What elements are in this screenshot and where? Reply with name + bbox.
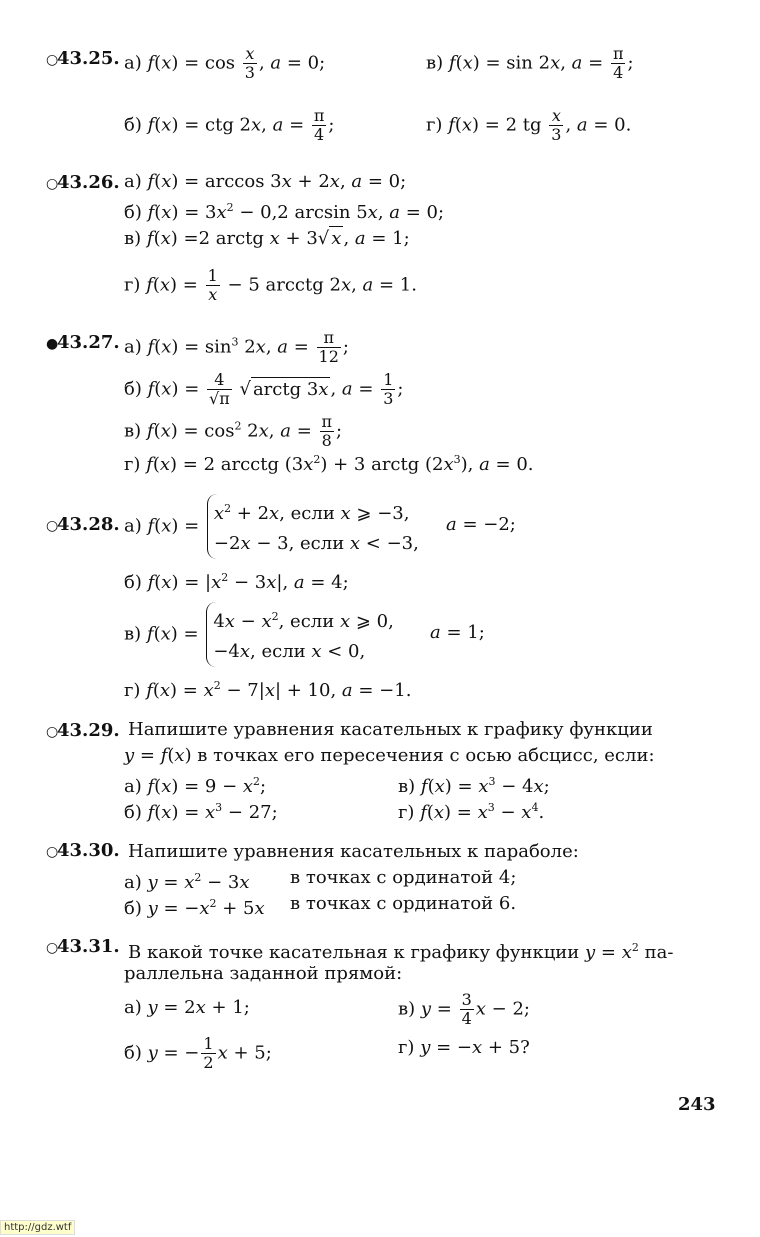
item-v: в) $f(x) = x^3 - 4x$; — [398, 775, 550, 797]
item-v: в) $f(x) = \cos^2 2x$, a = $\frac{\pi}{8}$ ; — [124, 412, 343, 450]
problem-text-line-1: В какой точке касательная к графику функции $y = x^2$ па- — [128, 941, 674, 963]
item-g: г) y = −x + 5? — [398, 1037, 530, 1058]
item-b: б) $f(x) = 3x^2 - 0,2$ arcsin 5x, a = 0; — [124, 201, 445, 223]
item-b-tail: в точках с ординатой 6. — [290, 893, 517, 914]
problem-number: ●43.27. — [46, 332, 120, 353]
item-v: в) y = $\frac{3}{4}$ x − 2; — [398, 990, 530, 1028]
problem-number: ○43.26. — [46, 172, 120, 193]
problem-number: ○43.31. — [46, 936, 120, 957]
item-a-tail: в точках с ординатой 4; — [290, 867, 517, 888]
problem-number: ○43.28. — [46, 514, 120, 535]
item-a: а) $f(x) = 9 - x^2$; — [124, 775, 267, 797]
item-v: в) f(x) = $4x - x^2$, если x ⩾ 0, −4x, если x < 0, a = 1; — [124, 602, 394, 667]
item-a: а) y = 2x + 1; — [124, 997, 250, 1018]
problem-number: ○43.25. — [46, 48, 120, 69]
item-g: г) $f(x) = x^3 - x^4$. — [398, 801, 545, 823]
item-v: в) f(x) =2 arctg x + 3√ x , a = 1; — [124, 228, 410, 249]
item-a: а) $f(x) = \sin^3 2x$, a = $\frac{\pi}{12}$ ; — [124, 328, 349, 366]
problem-text-line-1: Напишите уравнения касательных к параболе: — [128, 841, 579, 862]
problem-text-line-2: раллельна заданной прямой: — [124, 963, 403, 984]
problem-text-line-2: y = f(x) в точках его пересечения с осью абсцисс, если: — [124, 745, 655, 766]
item-g: г) $f(x) = x^2 - 7|x| + 10$, a = −1. — [124, 679, 412, 701]
difficulty-mark: ○ — [46, 52, 59, 68]
item-g: г) f(x) = 2 tg $\frac{x}{3}$ , a = 0. — [426, 106, 632, 144]
item-a: а) f(x) = $x^2 + 2x$, если x ⩾ −3, −2x − 3, если x < −3, a = −2; — [124, 494, 419, 559]
item-b: б) $y = -x^2 + 5x$ — [124, 897, 265, 919]
page-number: 243 — [678, 1094, 716, 1115]
item-g: г) f(x) = $\frac{1}{x}$ − 5 arcctg 2x, a = 1. — [124, 266, 417, 304]
item-g: г) f(x) = 2 arcctg $(3x^2) + 3$ arctg $(2x^3)$, a = 0. — [124, 453, 534, 475]
problem-number: ○43.30. — [46, 840, 120, 861]
item-b: б) y = − $\frac{1}{2}$ x + 5; — [124, 1034, 272, 1072]
item-a: а) f(x) = arccos 3x + 2x, a = 0; — [124, 171, 407, 192]
watermark-link[interactable]: http://gdz.wtf — [0, 1220, 75, 1235]
item-a: а) f(x) = cos $\frac{x}{3}$ , a = 0; — [124, 44, 326, 82]
item-a: а) $y = x^2 - 3x$ — [124, 871, 250, 893]
item-b: б) $f(x) = |x^2 - 3x|$, a = 4; — [124, 571, 349, 593]
item-v: в) f(x) = sin 2x, a = $\frac{\pi}{4}$ ; — [426, 44, 634, 82]
item-b: б) f(x) = $\frac{4}{√\pi}$ √ arctg 3x , a = $\frac{1}{3}$ ; — [124, 370, 404, 408]
problem-number: ○43.29. — [46, 720, 120, 741]
item-b: б) f(x) = ctg 2x, a = $\frac{\pi}{4}$ ; — [124, 106, 335, 144]
item-b: б) $f(x) = x^3 - 27$; — [124, 801, 278, 823]
problem-text-line-1: Напишите уравнения касательных к графику функции — [128, 719, 653, 740]
